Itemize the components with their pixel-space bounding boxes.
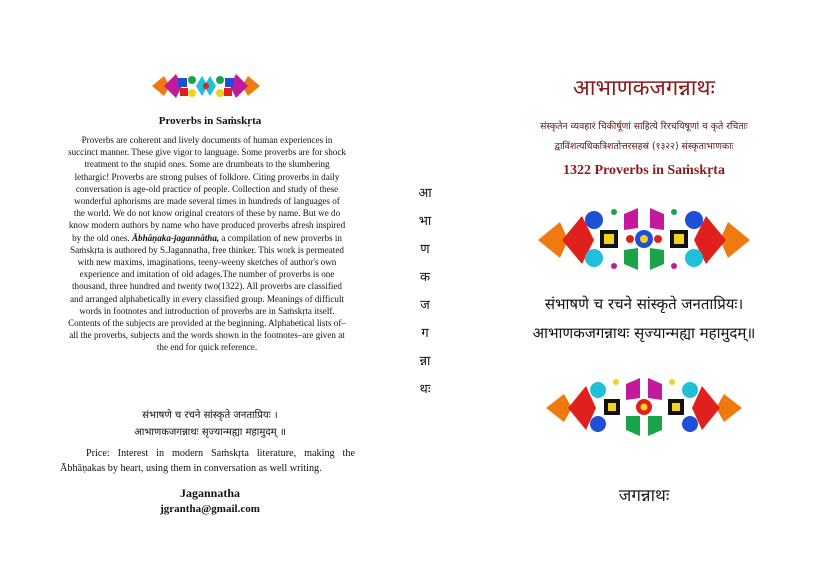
author-email: jgrantha@gmail.com — [160, 503, 260, 515]
ornament-right-wing — [204, 74, 260, 98]
front-subtitle: 1322 Proverbs in Saṁskṛta — [563, 163, 725, 178]
blurb-text-start: Proverbs are coherent and lively documents of human experiences in succinct manner. These give vigor to language. Some proverbs are for shock treatment to the stupid ones. Some are drumbeats to the slumbering lethargic! Proverbs are strong pulses of folklore. Citing proverbs in daily conversation is age-old practice of people. Collection and study of these wonderful aphorisms are made several times in hundreds of languages of the world. We do not know original creators of these by name. But we do know modern authors by name who have produced proverbs afresh inspired by the old ones. — [68, 135, 346, 243]
back-cover — [0, 0, 390, 585]
spine-letter: थः — [419, 382, 431, 397]
spine-letter: भा — [418, 214, 432, 229]
spine — [390, 0, 460, 585]
front-ornament-bottom — [542, 372, 746, 442]
blurb-text-end: a compilation of new proverbs in Saṁskṛta is authored by S.Jagannatha, free thinker. This work is permeated with new maxims, imaginations, teeny-weeny sketches of author's own experience and imitation of old adages.The number of proverbs is one thousand, three hundred and twenty two(1322). All proverbs are classified and arranged alphabetically in every classified group. Meanings of difficult words in footnotes and introduction of proverbs are in Saṁskṛta itself. Contents of the subjects are provided at the beginning. Alphabetical lists of–all the proverbs, subjects and the words shown in the footnotes–are given at the end for quick reference. — [68, 232, 346, 353]
spine-letter: आ — [418, 186, 432, 201]
back-title: Proverbs in Saṁskṛta — [158, 115, 262, 127]
spine-letter: ण — [420, 242, 430, 257]
blurb-book-title: Ābhāṇaka-jagannātha, — [131, 232, 220, 243]
spine-letter: ज — [420, 298, 430, 313]
front-ornament-top — [534, 200, 754, 278]
spine-letter: ग — [421, 326, 429, 341]
front-author: जगन्नाथः — [618, 486, 670, 506]
front-description-line-2: द्वाविंशत्यधिकत्रिशतोत्तरसहस्रं (१३२२) संस्कृताभाणकाः — [554, 141, 734, 152]
back-verse-line-2: आभाणकजगन्नाथः सृज्यान्मह्या महामुदम् ॥ — [134, 427, 286, 438]
front-cover — [460, 0, 828, 585]
ornament-left-wing — [152, 74, 208, 98]
back-ornament — [150, 66, 262, 106]
back-blurb — [68, 134, 346, 354]
front-verse-line-2: आभाणकजगन्नाथः सृज्यान्मह्या महामुदम्॥ — [532, 324, 756, 342]
front-verse-line-1: संभाषणे च रचने सांस्कृते जनताप्रियः। — [544, 295, 744, 313]
price-text: Price: Interest in modern Saṁskṛta literature, making the Ābhāṇakas by heart, using them in conversation as well writing. — [60, 448, 355, 474]
spine-letter: क — [420, 270, 430, 285]
back-verse-line-1: संभाषणे च रचने सांस्कृते जनताप्रियः । — [142, 410, 278, 421]
front-description-line-1: संस्कृतेन व्यवहारं चिकीर्षूणां साहित्ये रिरचयिषूणां च कृते रचिताः — [540, 121, 748, 132]
front-title: आभाणकजगन्नाथः — [573, 76, 715, 101]
back-author: Jagannatha — [179, 486, 241, 500]
spine-letters — [390, 180, 460, 404]
spine-letter: न्ना — [419, 354, 431, 369]
